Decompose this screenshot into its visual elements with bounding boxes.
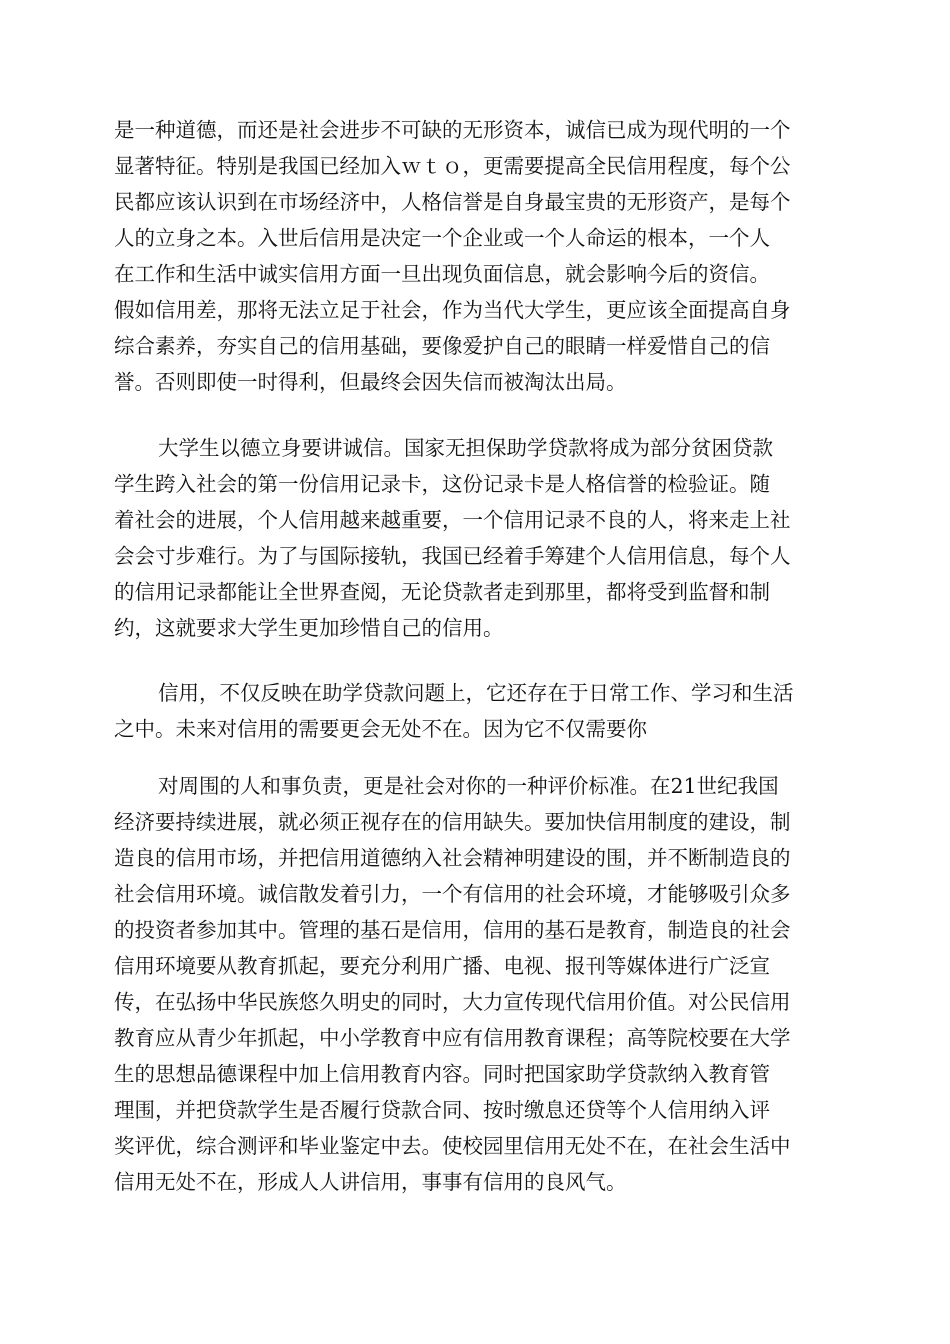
paragraph-line: 经济要持续进展，就必须正视存在的信用缺失。要加快信用制度的建设，制 [114, 810, 791, 834]
paragraph-line: 之中。未来对信用的需要更会无处不在。因为它不仅需要你 [114, 717, 647, 741]
paragraph-2 [114, 430, 834, 646]
paragraph-line: 大学生以德立身要讲诚信。国家无担保助学贷款将成为部分贫困贷款 [158, 436, 773, 460]
paragraph-line: 造良的信用市场，并把信用道德纳入社会精神明建设的围，并不断制造良的 [114, 846, 791, 870]
paragraph-line: 对周围的人和事负责，更是社会对你的一种评价标准。在21世纪我国 [158, 774, 779, 798]
paragraph-line: 生的思想品德课程中加上信用教育内容。同时把国家助学贷款纳入教育管 [114, 1062, 770, 1086]
paragraph-3 [114, 675, 834, 747]
paragraph-line: 教育应从青少年抓起，中小学教育中应有信用教育课程；高等院校要在大学 [114, 1026, 791, 1050]
paragraph-line: 信用环境要从教育抓起，要充分利用广播、电视、报刊等媒体进行广泛宣 [114, 954, 770, 978]
paragraph-line: 誉。否则即使一时得利，但最终会因失信而被淘汰出局。 [114, 370, 627, 394]
paragraph-line: 着社会的进展，个人信用越来越重要，一个信用记录不良的人，将来走上社 [114, 508, 791, 532]
paragraph-line: 理围，并把贷款学生是否履行贷款合同、按时缴息还贷等个人信用纳入评 [114, 1098, 770, 1122]
paragraph-1 [114, 112, 834, 400]
paragraph-line: 人的立身之本。入世后信用是决定一个企业或一个人命运的根本，一个人 [114, 226, 770, 250]
paragraph-line: 信用，不仅反映在助学贷款问题上，它还存在于日常工作、学习和生活 [158, 681, 794, 705]
paragraph-line: 学生跨入社会的第一份信用记录卡，这份记录卡是人格信誉的检验证。随 [114, 472, 770, 496]
paragraph-line: 是一种道德，而还是社会进步不可缺的无形资本，诚信已成为现代明的一个 [114, 118, 791, 142]
paragraph-line: 民都应该认识到在市场经济中，人格信誉是自身最宝贵的无形资产，是每个 [114, 190, 791, 214]
paragraph-line: 综合素养，夯实自己的信用基础，要像爱护自己的眼睛一样爱惜自己的信 [114, 334, 770, 358]
paragraph-line: 奖评优，综合测评和毕业鉴定中去。使校园里信用无处不在，在社会生活中 [114, 1134, 791, 1158]
paragraph-line: 的信用记录都能让全世界查阅，无论贷款者走到那里，都将受到监督和制 [114, 580, 770, 604]
paragraph-4 [114, 768, 834, 1200]
paragraph-line: 显著特征。特别是我国已经加入ｗｔｏ，更需要提高全民信用程度，每个公 [114, 154, 791, 178]
paragraph-line: 社会信用环境。诚信散发着引力，一个有信用的社会环境，才能够吸引众多 [114, 882, 791, 906]
paragraph-line: 的投资者参加其中。管理的基石是信用，信用的基石是教育，制造良的社会 [114, 918, 791, 942]
paragraph-line: 假如信用差，那将无法立足于社会，作为当代大学生，更应该全面提高自身 [114, 298, 791, 322]
paragraph-line: 传，在弘扬中华民族悠久明史的同时，大力宣传现代信用价值。对公民信用 [114, 990, 791, 1014]
paragraph-line: 信用无处不在，形成人人讲信用，事事有信用的良风气。 [114, 1170, 627, 1194]
paragraph-line: 约，这就要求大学生更加珍惜自己的信用。 [114, 616, 504, 640]
paragraph-line: 在工作和生活中诚实信用方面一旦出现负面信息，就会影响今后的资信。 [114, 262, 770, 286]
paragraph-line: 会会寸步难行。为了与国际接轨，我国已经着手筹建个人信用信息，每个人 [114, 544, 791, 568]
